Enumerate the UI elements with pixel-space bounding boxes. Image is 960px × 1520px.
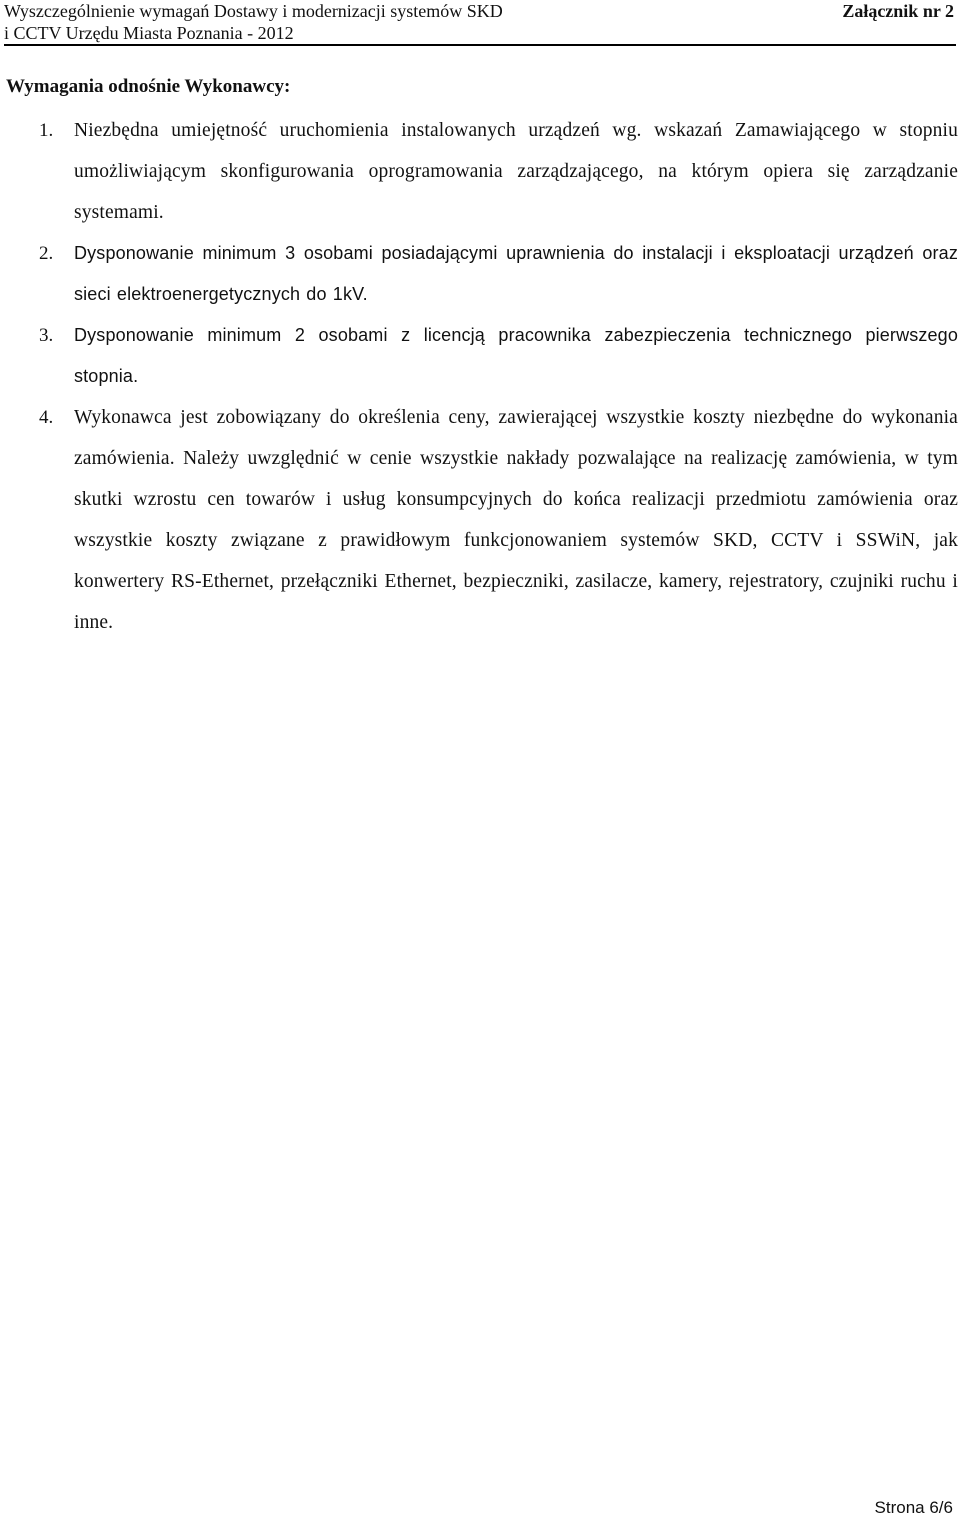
- list-item: [0, 110, 960, 233]
- list-item: [0, 315, 960, 397]
- list-item-text: Dysponowanie minimum 2 osobami z licencją pracownika zabezpieczenia technicznego pierwszego stopnia.: [74, 325, 958, 386]
- header-title-line-1: Wyszczególnienie wymagań Dostawy i modernizacji systemów SKD: [4, 1, 503, 21]
- header-title-line-2: i CCTV Urzędu Miasta Poznania - 2012: [4, 23, 294, 43]
- list-item-text: Wykonawca jest zobowiązany do określenia ceny, zawierającej wszystkie koszty niezbędne do wykonania zamówienia. Należy uwzględnić w cenie wszystkie nakłady pozwalające na realizację zamówienia, w tym skutki wzrostu cen towarów i usług konsumpcyjnych do końca realizacji przedmiotu zamówienia oraz wszystkie koszty związane z prawidłowym funkcjonowaniem systemów SKD, CCTV i SSWiN, jak konwertery RS-Ethernet, przełączniki Ethernet, bezpieczniki, zasilacze, kamery, rejestratory, czujniki ruchu i inne.: [74, 407, 958, 633]
- page-header: [4, 0, 956, 46]
- annex-label: Załącznik nr 2: [842, 1, 954, 21]
- list-item-number: 4.: [39, 407, 54, 428]
- list-item: [0, 397, 960, 643]
- section-title: Wymagania odnośnie Wykonawcy:: [6, 76, 291, 97]
- list-item-number: 2.: [39, 243, 54, 264]
- list-item-number: 1.: [39, 120, 54, 141]
- requirements-list: [0, 110, 960, 643]
- page-number: Strona 6/6: [874, 1498, 953, 1517]
- list-item-text: Niezbędna umiejętność uruchomienia instalowanych urządzeń wg. wskazań Zamawiającego w stopniu umożliwiającym skonfigurowania oprogramowania zarządzającego, na którym opiera się zarządzanie systemami.: [74, 120, 958, 223]
- list-item-number: 3.: [39, 325, 54, 346]
- list-item: [0, 233, 960, 315]
- list-item-text: Dysponowanie minimum 3 osobami posiadającymi uprawnienia do instalacji i eksploatacji urządzeń oraz sieci elektroenergetycznych do 1kV.: [74, 243, 958, 304]
